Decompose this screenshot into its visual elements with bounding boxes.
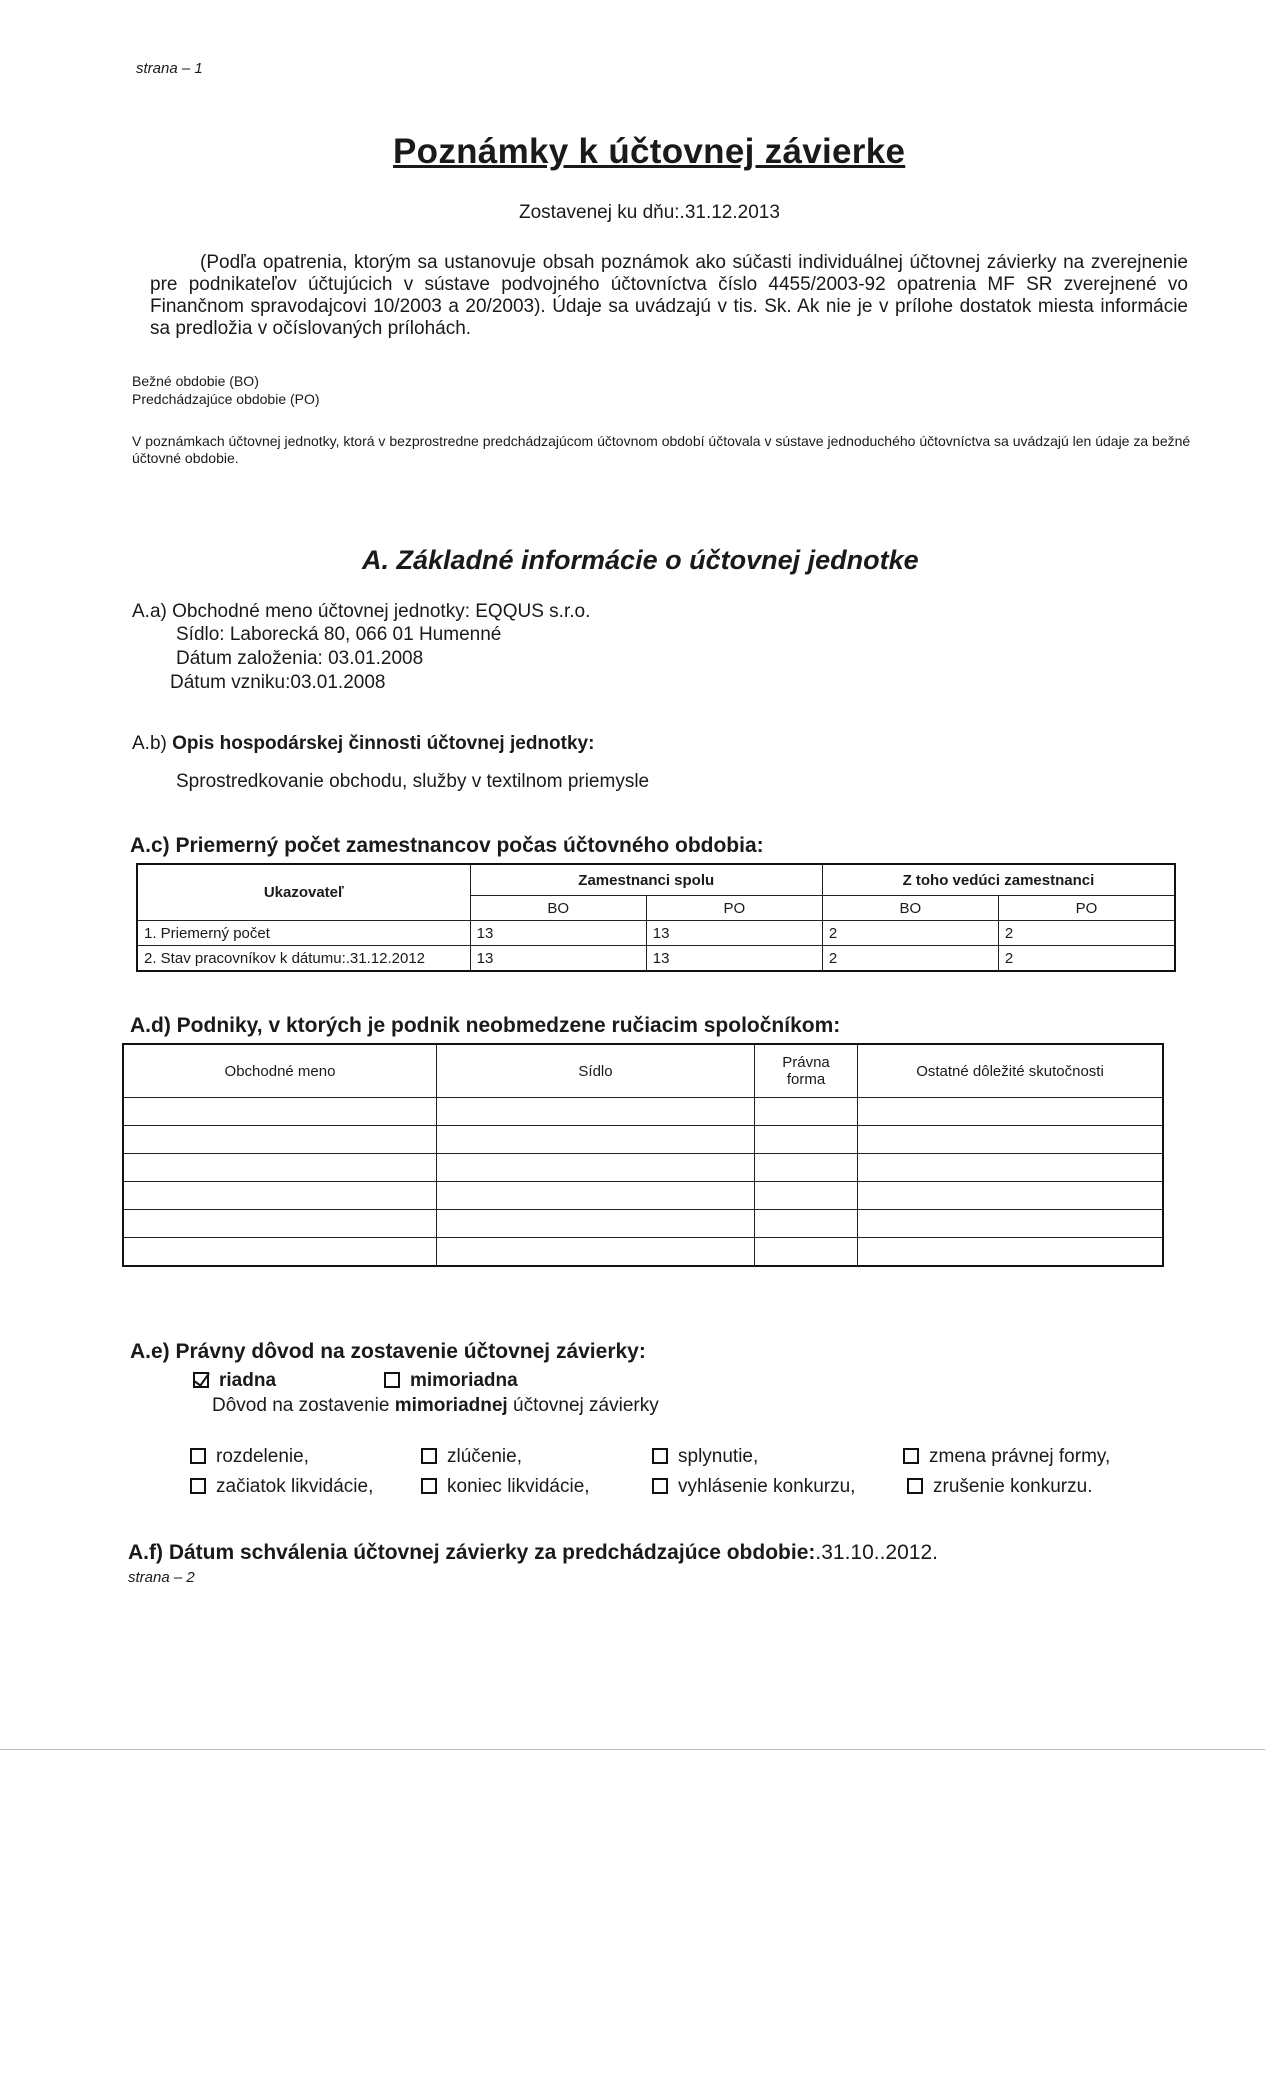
simple-accounting-note: V poznámkach účtovnej jednotky, ktorá v bezprostredne predchádzajúcom účtovnom období účtovala v sústave jednoduchého účtovníctva sa uvádzajú len údaje za bežné účtovné obdobie. <box>132 433 1191 466</box>
empty-cell <box>437 1182 755 1210</box>
option-division[interactable] <box>190 1446 309 1468</box>
unlimited-liability-heading: A.d) Podniky, v ktorých je podnik neobmedzene ručiacim spoločníkom: <box>130 1014 841 1037</box>
table-row <box>137 946 1175 972</box>
option-label: začiatok likvidácie, <box>216 1476 374 1497</box>
legal-form-line2: forma <box>786 1071 826 1088</box>
section-a-title: A. Základné informácie o účtovnej jednotke <box>362 545 919 575</box>
amalgamation-checkbox[interactable] <box>652 1448 668 1464</box>
creation-date-line: Dátum vzniku:03.01.2008 <box>170 672 386 693</box>
option-bankruptcy-declared[interactable] <box>652 1476 855 1498</box>
table-row <box>137 921 1175 946</box>
intro-paragraph: (Podľa opatrenia, ktorým sa ustanovuje obsah poznámok ako súčasti individuálnej účtovnej závierky na zverejnenie pre podnikateľov účtujúcich v sústave podvojného účtovníctva číslo 4455/2003-92 opatrenia MF SR zverejnené vo Finančnom spravodajcovi 10/2003 a 20/2003). Údaje sa uvádzajú v tis. Sk. Ak nie je v prílohe dostatok miesta informácie sa predložia v očíslovaných prílohách. <box>150 252 1188 339</box>
liquidation-start-checkbox[interactable] <box>190 1478 206 1494</box>
table-row <box>123 1210 1163 1238</box>
reason-suffix: účtovnej závierky <box>507 1395 659 1416</box>
employees-bo-header: BO <box>470 896 646 921</box>
col-indicator-header: Ukazovateľ <box>137 864 470 921</box>
empty-cell <box>437 1126 755 1154</box>
col-employees-header: Zamestnanci spolu <box>470 864 822 896</box>
empty-cell <box>755 1154 858 1182</box>
option-label: vyhlásenie konkurzu, <box>678 1476 856 1497</box>
table-row <box>123 1154 1163 1182</box>
col-other-header: Ostatné dôležité skutočnosti <box>858 1044 1164 1098</box>
business-activity-heading <box>132 732 594 755</box>
founding-date-line: Dátum založenia: 03.01.2008 <box>176 648 424 669</box>
managers-bo-value: 2 <box>822 946 998 972</box>
section-prefix: A.b) <box>132 733 167 754</box>
managers-po-value: 2 <box>998 921 1175 946</box>
option-liquidation-end[interactable] <box>421 1476 590 1498</box>
managers-bo-header: BO <box>822 896 998 921</box>
col-managers-header: Z toho vedúci zamestnanci <box>822 864 1175 896</box>
employees-po-value: 13 <box>646 946 822 972</box>
regular-label: riadna <box>219 1370 277 1391</box>
empty-cell <box>123 1126 437 1154</box>
empty-cell <box>123 1210 437 1238</box>
option-legal-form-change[interactable] <box>903 1446 1110 1468</box>
option-label: zrušenie konkurzu. <box>933 1476 1093 1497</box>
empty-cell <box>437 1210 755 1238</box>
employees-bo-value: 13 <box>470 946 646 972</box>
report-date: Zostavenej ku dňu:.31.12.2013 <box>519 202 780 223</box>
empty-cell <box>755 1238 858 1267</box>
extraordinary-option[interactable] <box>384 1370 518 1392</box>
employees-po-value: 13 <box>646 921 822 946</box>
empty-cell <box>123 1154 437 1182</box>
unlimited-liability-table <box>122 1043 1164 1267</box>
bo-label: Bežné obdobie (BO) <box>132 373 259 389</box>
empty-cell <box>755 1098 858 1126</box>
option-label: zlúčenie, <box>447 1446 522 1467</box>
scan-edge-divider <box>0 1749 1265 1750</box>
company-name-line: A.a) Obchodné meno účtovnej jednotky: EQQUS s.r.o. <box>132 601 591 622</box>
empty-cell <box>858 1098 1164 1126</box>
legal-form-line1: Právna <box>782 1054 830 1071</box>
page-number-label-2: strana – 2 <box>128 1569 195 1586</box>
business-activity-title: Opis hospodárskej činnosti účtovnej jednotky: <box>172 733 595 754</box>
empty-cell <box>858 1182 1164 1210</box>
approval-date-line <box>128 1541 938 1565</box>
option-label: rozdelenie, <box>216 1446 309 1467</box>
bankruptcy-cancelled-checkbox[interactable] <box>907 1478 923 1494</box>
option-liquidation-start[interactable] <box>190 1476 373 1498</box>
table-row <box>123 1238 1163 1267</box>
empty-cell <box>858 1154 1164 1182</box>
extraordinary-reason-line <box>212 1395 659 1417</box>
approval-date-value: .31.10..2012. <box>815 1541 938 1564</box>
managers-po-value: 2 <box>998 946 1175 972</box>
option-label: splynutie, <box>678 1446 759 1467</box>
empty-cell <box>123 1098 437 1126</box>
managers-bo-value: 2 <box>822 921 998 946</box>
option-bankruptcy-cancelled[interactable] <box>907 1476 1092 1498</box>
empty-cell <box>755 1126 858 1154</box>
approval-date-heading: A.f) Dátum schválenia účtovnej závierky za predchádzajúce obdobie: <box>128 1541 816 1564</box>
col-name-header: Obchodné meno <box>123 1044 437 1098</box>
regular-checkbox[interactable] <box>193 1372 209 1388</box>
po-label: Predchádzajúce obdobie (PO) <box>132 391 320 407</box>
extraordinary-label: mimoriadna <box>410 1370 518 1391</box>
merger-checkbox[interactable] <box>421 1448 437 1464</box>
empty-cell <box>437 1238 755 1267</box>
employees-heading: A.c) Priemerný počet zamestnancov počas účtovného obdobia: <box>130 834 764 857</box>
row-label: 2. Stav pracovníkov k dátumu:.31.12.2012 <box>137 946 470 972</box>
empty-cell <box>858 1210 1164 1238</box>
reason-bold: mimoriadnej <box>394 1395 508 1416</box>
legal-form-change-checkbox[interactable] <box>903 1448 919 1464</box>
legal-reason-heading: A.e) Právny dôvod na zostavenie účtovnej závierky: <box>130 1340 646 1363</box>
row-label: 1. Priemerný počet <box>137 921 470 946</box>
employees-bo-value: 13 <box>470 921 646 946</box>
option-amalgamation[interactable] <box>652 1446 758 1468</box>
empty-cell <box>437 1098 755 1126</box>
managers-po-header: PO <box>998 896 1175 921</box>
option-label: koniec likvidácie, <box>447 1476 590 1497</box>
division-checkbox[interactable] <box>190 1448 206 1464</box>
employees-po-header: PO <box>646 896 822 921</box>
table-row <box>123 1182 1163 1210</box>
option-merger[interactable] <box>421 1446 522 1468</box>
document-title: Poznámky k účtovnej závierke <box>393 132 906 171</box>
table-row <box>123 1098 1163 1126</box>
liquidation-end-checkbox[interactable] <box>421 1478 437 1494</box>
empty-cell <box>755 1210 858 1238</box>
option-label: zmena právnej formy, <box>929 1446 1111 1467</box>
reason-prefix: Dôvod na zostavenie <box>212 1395 395 1416</box>
regular-option[interactable] <box>193 1370 276 1392</box>
table-row <box>123 1126 1163 1154</box>
bankruptcy-declared-checkbox[interactable] <box>652 1478 668 1494</box>
empty-cell <box>123 1182 437 1210</box>
extraordinary-checkbox[interactable] <box>384 1372 400 1388</box>
employees-table <box>136 863 1176 972</box>
empty-cell <box>437 1154 755 1182</box>
col-legal-form-header <box>755 1044 858 1098</box>
empty-cell <box>755 1182 858 1210</box>
company-seat-line: Sídlo: Laborecká 80, 066 01 Humenné <box>176 624 502 645</box>
empty-cell <box>858 1126 1164 1154</box>
page-number-label: strana – 1 <box>136 60 203 77</box>
business-activity-text: Sprostredkovanie obchodu, služby v textilnom priemysle <box>176 771 650 792</box>
empty-cell <box>858 1238 1164 1267</box>
col-seat-header: Sídlo <box>437 1044 755 1098</box>
empty-cell <box>123 1238 437 1267</box>
